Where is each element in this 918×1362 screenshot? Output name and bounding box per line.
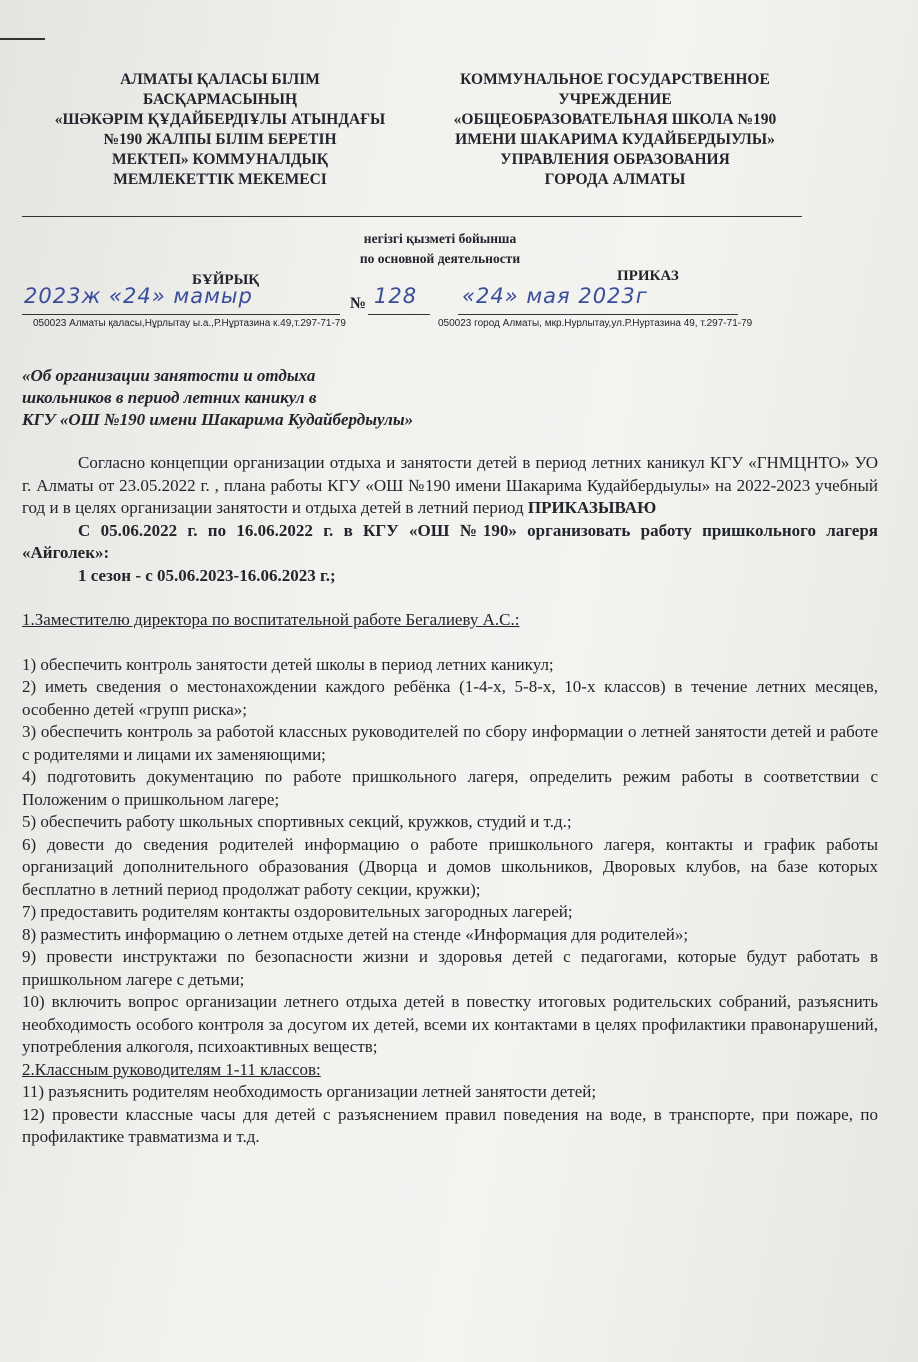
header-kz-line: МЕКТЕП» КОММУНАЛДЫҚ	[111, 151, 329, 168]
list-item: 12) провести классные часы для детей с разъяснением правил поведения на воде, в транспорте, при пожаре, по профилактике травматизма и т.д.	[22, 1104, 878, 1146]
header-russian	[425, 70, 805, 190]
header-ru-line: УПРАВЛЕНИЯ ОБРАЗОВАНИЯ	[500, 151, 730, 168]
list-item: 1) обеспечить контроль занятости детей школы в период летних каникул;	[22, 654, 554, 674]
handwritten-date-kz: 2023ж «24» мамыр	[24, 284, 253, 308]
header-ru-line: «ОБЩЕОБРАЗОВАТЕЛЬНАЯ ШКОЛА №190	[453, 111, 777, 128]
section-2-heading: 2.Классным руководителям 1-11 классов:	[22, 1059, 321, 1079]
list-item: 3) обеспечить контроль за работой классных руководителей по сбору информации о летней занятости детей и работе с родителями и лицами их заменяющими;	[22, 722, 878, 764]
order-label-kz: БҰЙРЫҚ	[192, 272, 260, 288]
intro-paragraph	[22, 452, 878, 520]
header-ru-line: УЧРЕЖДЕНИЕ	[558, 91, 672, 108]
list-item: 10) включить вопрос организации летнего отдыха детей в повестку итоговых родительских собраний, разъяснить необходимость особого контроля за досугом их детей, всеми их контактами в целях профилактики правонарушений, употребления алкоголя, психоактивных веществ;	[22, 992, 878, 1056]
address-kz: 050023 Алматы қаласы,Нұрлытау ы.а.,Р.Нұртазина к.49,т.297-71-79	[33, 318, 346, 329]
subheader-kz: негізгі қызметі бойынша	[363, 231, 517, 246]
list-item: 4) подготовить документацию по работе пришкольного лагеря, определить режим работы в соответствии с Положеним о пришкольном лагере;	[22, 767, 878, 809]
handwritten-order-number: 128	[374, 284, 418, 308]
list-item: 6) довести до сведения родителей информацию о работе пришкольного лагеря, контакты и график работы организаций дополнительного образования (Дворца и домов школьников, Дворовых клубов, на базе которых бесплатно в летний период продолжат работу секции, кружки);	[22, 834, 878, 899]
section-1-heading: 1.Заместителю директора по воспитательной работе Бегалиеву А.С.:	[22, 610, 520, 629]
header-kz-line: МЕМЛЕКЕТТІК МЕКЕМЕСІ	[113, 171, 327, 188]
order-number-label: №	[350, 295, 367, 312]
order-title	[22, 365, 413, 431]
list-item: 2) иметь сведения о местонахождении каждого ребёнка (1-4-х, 5-8-х, 10-х классов) в течение летних месяцев, особенно детей «групп риска»;	[22, 677, 878, 719]
header-kz-line: «ШӘКӘРІМ ҚҰДАЙБЕРДІҰЛЫ АТЫНДАҒЫ	[54, 111, 386, 128]
camp-paragraph: С 05.06.2022 г. по 16.06.2022 г. в КГУ «ОШ №190» организовать работу пришкольного лагеря «Айголек»:	[22, 520, 878, 562]
title-line: КГУ «ОШ №190 имени Шакарима Кудайбердыулы»	[22, 410, 414, 429]
subheader-ru: по основной деятельности	[359, 251, 521, 266]
corner-mark	[0, 38, 45, 40]
header-kz-line: БАСҚАРМАСЫНЫҢ	[142, 91, 298, 108]
list-item: 11) разъяснить родителям необходимость организации летней занятости детей;	[22, 1082, 597, 1101]
intro-text: Согласно концепции организации отдыха и занятости детей в период летних каникул КГУ «ГНМЦНТО» УО г. Алматы от 23.05.2022 г. , плана работы КГУ «ОШ №190 имени Шакарима Кудайбердыулы» на 2022-2023 учебный год и в целях организации занятости и отдыха детей в летний период	[22, 453, 878, 517]
order-body	[22, 452, 878, 1149]
subheader	[0, 229, 880, 269]
list-item: 9) провести инструктажи по безопасности жизни и здоровья детей с педагогами, которые будут работать в пришкольном лагере с детьми;	[22, 947, 878, 989]
title-line: школьников в период летних каникул в	[22, 388, 317, 407]
date-kz-underline	[22, 314, 340, 315]
list-item: 8) разместить информацию о летнем отдыхе детей на стенде «Информация для родителей»;	[22, 924, 689, 944]
date-ru-underline	[458, 314, 738, 315]
list-item: 7) предоставить родителям контакты оздоровительных загородных лагерей;	[22, 902, 573, 921]
list-item: 5) обеспечить работу школьных спортивных секций, кружков, студий и т.д.;	[22, 812, 572, 831]
handwritten-date-ru: «24» мая 2023г	[462, 284, 648, 308]
title-line: «Об организации занятости и отдыха	[22, 366, 316, 385]
command-word: ПРИКАЗЫВАЮ	[527, 498, 657, 517]
order-label-ru: ПРИКАЗ	[617, 268, 679, 284]
header-ru-line: ГОРОДА АЛМАТЫ	[544, 171, 686, 188]
season-line: 1 сезон - с 05.06.2023-16.06.2023 г.;	[78, 565, 336, 585]
header-ru-line: КОММУНАЛЬНОЕ ГОСУДАРСТВЕННОЕ	[460, 71, 770, 88]
header-kz-line: №190 ЖАЛПЫ БІЛІМ БЕРЕТІН	[103, 131, 337, 148]
header-divider	[22, 216, 802, 217]
number-underline	[368, 314, 430, 315]
header-kazakh	[20, 70, 420, 190]
address-ru: 050023 город Алматы, мкр.Нурлытау,ул.Р.Нуртазина 49, т.297-71-79	[438, 318, 753, 329]
header-kz-line: АЛМАТЫ ҚАЛАСЫ БІЛІМ	[120, 71, 320, 88]
header-ru-line: ИМЕНИ ШАКАРИМА КУДАЙБЕРДЫУЛЫ»	[455, 131, 775, 148]
